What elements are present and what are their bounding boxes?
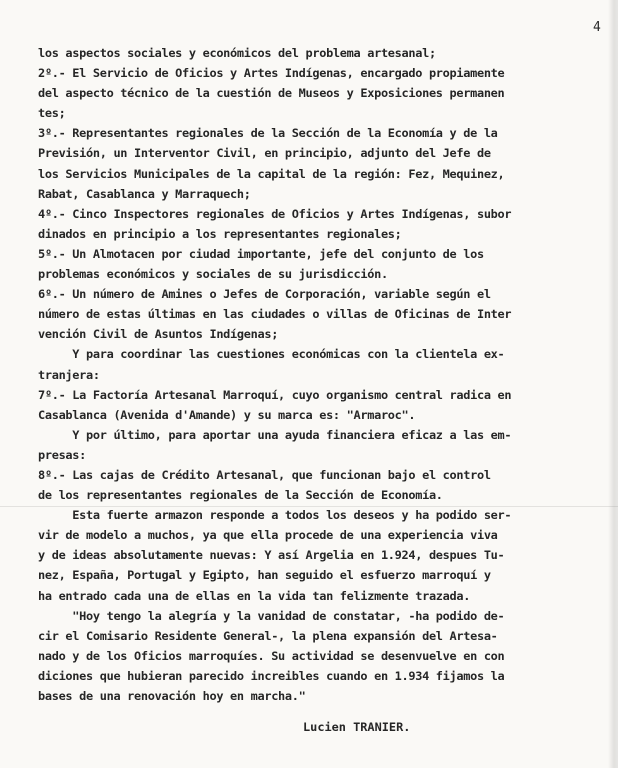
signature: Lucien TRANIER. bbox=[303, 720, 411, 734]
text-line: cir el Comisario Residente General-, la plena expansión del Artesa- bbox=[38, 628, 498, 643]
text-line: Y para coordinar las cuestiones económicas con la clientela ex- bbox=[38, 347, 505, 362]
text-line: dinados en principio a los representantes regionales; bbox=[38, 226, 402, 241]
text-line: vir de modelo a muchos, ya que ella procede de una experiencia viva bbox=[38, 528, 498, 543]
text-line: problemas económicos y sociales de su jurisdicción. bbox=[38, 267, 388, 282]
text-line: número de estas últimas en las ciudades o villas de Oficinas de Inter bbox=[38, 307, 512, 322]
text-line: Rabat, Casablanca y Marraquech; bbox=[38, 186, 251, 201]
text-line: 8º.- Las cajas de Crédito Artesanal, que funcionan bajo el control bbox=[38, 467, 491, 482]
text-line: y de ideas absolutamente nuevas: Y así Argelia en 1.924, despues Tu- bbox=[38, 548, 505, 563]
text-line: 2º.- El Servicio de Oficios y Artes Indígenas, encargado propiamente bbox=[38, 66, 505, 81]
text-line: tranjera: bbox=[38, 367, 100, 382]
text-line: Casablanca (Avenida d'Amande) y su marca es: "Armaroc". bbox=[38, 407, 416, 422]
typed-text-body bbox=[38, 43, 608, 706]
text-line: ha entrado cada una de ellas en la vida tan felizmente trazada. bbox=[38, 588, 471, 603]
text-line: tes; bbox=[38, 106, 66, 121]
page-edge-shadow bbox=[608, 0, 618, 768]
text-line: los Servicios Municipales de la capital de la región: Fez, Mequinez, bbox=[38, 166, 505, 181]
text-line: Previsión, un Interventor Civil, en principio, adjunto del Jefe de bbox=[38, 146, 491, 161]
text-line: bases de una renovación hoy en marcha." bbox=[38, 689, 306, 703]
text-line: Y por último, para aportar una ayuda financiera eficaz a las em- bbox=[38, 427, 512, 442]
text-line: vención Civil de Asuntos Indígenas; bbox=[38, 327, 279, 342]
text-line: 5º.- Un Almotacen por ciudad importante, jefe del conjunto de los bbox=[38, 246, 484, 261]
text-line: 7º.- La Factoría Artesanal Marroquí, cuyo organismo central radica en bbox=[38, 387, 512, 402]
text-line: 3º.- Representantes regionales de la Sección de la Economía y de la bbox=[38, 126, 498, 141]
text-line: 4º.- Cinco Inspectores regionales de Oficios y Artes Indígenas, subor bbox=[38, 206, 512, 221]
text-line: del aspecto técnico de la cuestión de Museos y Exposiciones permanen bbox=[38, 86, 505, 101]
text-line: de los representantes regionales de la Sección de Economía. bbox=[38, 488, 443, 503]
page-number: 4 bbox=[593, 20, 601, 35]
text-line: nado y de los Oficios marroquíes. Su actividad se desenvuelve en con bbox=[38, 648, 505, 663]
text-line: presas: bbox=[38, 447, 87, 462]
text-line: nez, España, Portugal y Egipto, han seguido el esfuerzo marroquí y bbox=[38, 568, 491, 583]
text-line: "Hoy tengo la alegría y la vanidad de constatar, -ha podido de- bbox=[38, 608, 505, 623]
text-line: Esta fuerte armazon responde a todos los deseos y ha podido ser- bbox=[38, 508, 512, 523]
text-line: diciones que hubieran parecido increibles cuando en 1.934 fijamos la bbox=[38, 668, 505, 683]
text-line: 6º.- Un número de Amines o Jefes de Corporación, variable según el bbox=[38, 287, 498, 302]
text-line: los aspectos sociales y económicos del problema artesanal; bbox=[38, 46, 436, 60]
